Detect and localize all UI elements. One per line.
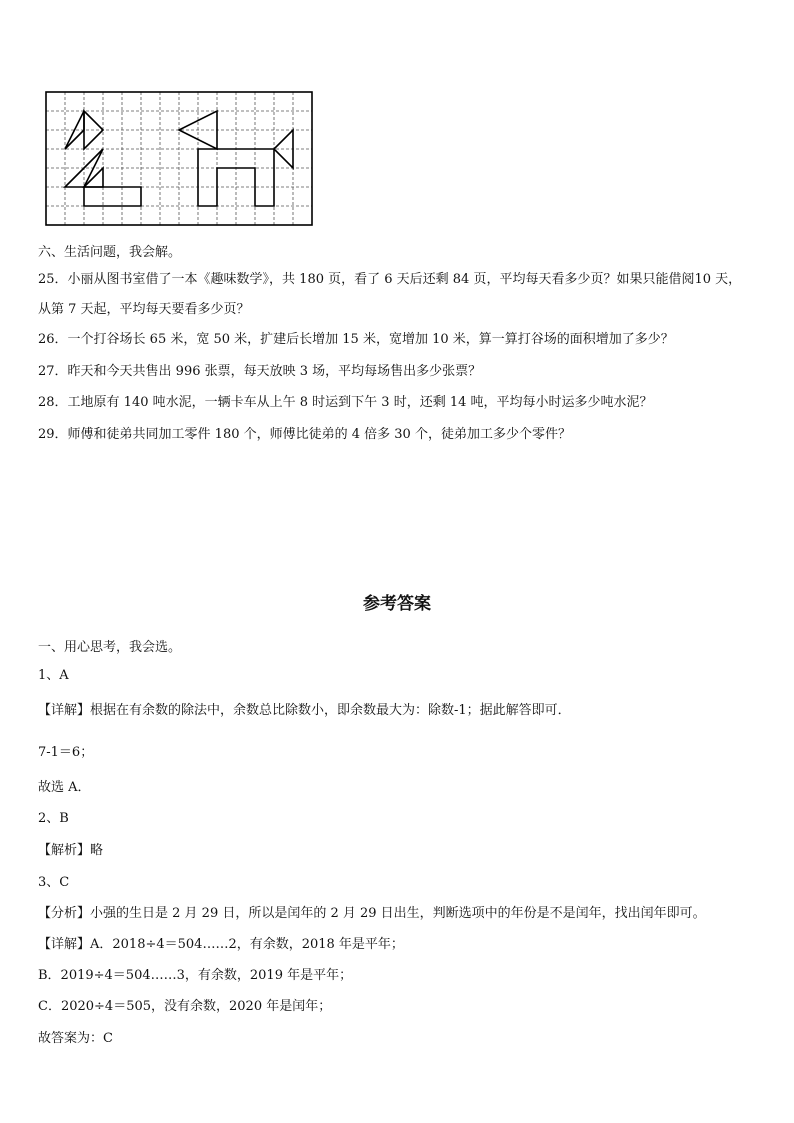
- answer-1-detail: 【详解】根据在有余数的除法中，余数总比除数小，即余数最大为：除数-1；据此解答即可．: [38, 703, 571, 718]
- answers-title: 参考答案: [363, 594, 431, 614]
- answer-3-detail-c: C．2020÷4＝505，没有余数，2020 年是闰年；: [38, 999, 332, 1014]
- answer-3-analysis: 【分析】小强的生日是 2 月 29 日，所以是闰年的 2 月 29 日出生，判断选项中的年份是不是闰年，找出闰年即可。: [38, 906, 706, 921]
- answer-3-conclusion: 故答案为：C: [38, 1031, 113, 1046]
- left-figure-base: [84, 187, 141, 206]
- question-29: 29．师傅和徒弟共同加工零件 180 个，师傅比徒弟的 4 倍多 30 个，徒弟加工多少个零件？: [38, 427, 571, 442]
- question-26: 26．一个打谷场长 65 米，宽 50 米，扩建后长增加 15 米，宽增加 10 米，算一算打谷场的面积增加了多少？: [38, 332, 674, 347]
- question-25-line1: 25．小丽从图书室借了一本《趣味数学》，共 180 页，看了 6 天后还剩 84 页，平均每天看多少页？如果只能借阅10 天，: [38, 272, 742, 287]
- question-28: 28．工地原有 140 吨水泥，一辆卡车从上午 8 时运到下午 3 时，还剩 14 吨，平均每小时运多少吨水泥？: [38, 395, 653, 410]
- question-25-line2: 从第 7 天起，平均每天要看多少页？: [38, 302, 250, 317]
- answer-3-detail-b: B．2019÷4＝504……3，有余数，2019 年是平年；: [38, 968, 353, 983]
- answer-1-conclusion: 故选 A．: [38, 780, 91, 795]
- answer-3-detail-a: 【详解】A．2018÷4＝504……2，有余数，2018 年是平年；: [38, 937, 404, 952]
- answer-2-detail: 【解析】略: [38, 843, 104, 858]
- answer-1: 1、A: [38, 668, 69, 683]
- answer-2: 2、B: [38, 811, 69, 826]
- section6-heading: 六、生活问题，我会解。: [38, 245, 182, 260]
- answer-1-calc: 7-1＝6；: [38, 745, 94, 760]
- question-27: 27．昨天和今天共售出 996 张票，每天放映 3 场，平均每场售出多少张票？: [38, 364, 482, 379]
- grid-figure: [44, 90, 314, 230]
- answer-3: 3、C: [38, 875, 70, 890]
- left-figure-tail: [84, 168, 103, 187]
- part1-heading: 一、用心思考，我会选。: [38, 640, 182, 655]
